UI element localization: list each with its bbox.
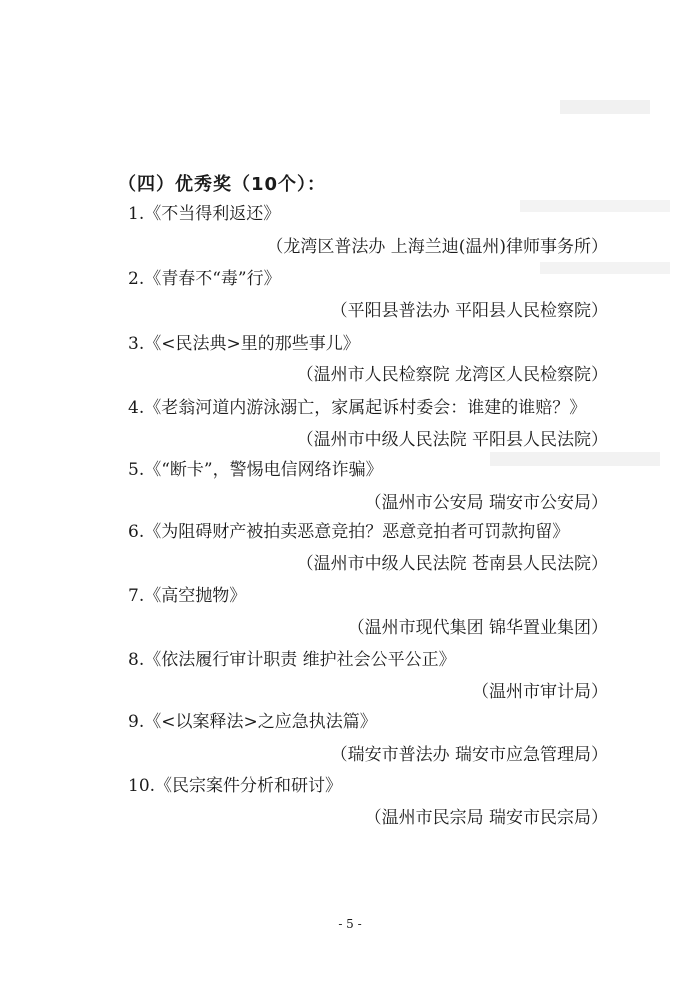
entry-organization: （温州市中级人民法院 平阳县人民法院）: [296, 430, 608, 450]
entry-title: 8.《依法履行审计职责 维护社会公平公正》: [128, 650, 456, 670]
entry-title: 10.《民宗案件分析和研讨》: [128, 776, 343, 796]
bleed-through-mark: [520, 200, 670, 212]
entry-organization: （温州市民宗局 瑞安市民宗局）: [364, 808, 608, 828]
entry-title: 1.《不当得利返还》: [128, 204, 281, 224]
entry-organization: （瑞安市普法办 瑞安市应急管理局）: [330, 745, 608, 765]
page-number: - 5 -: [338, 917, 362, 931]
bleed-through-mark: [540, 262, 670, 274]
entry-organization: （温州市人民检察院 龙湾区人民检察院）: [296, 365, 608, 385]
entry-title: 9.《<以案释法>之应急执法篇》: [128, 712, 377, 732]
entry-organization: （龙湾区普法办 上海兰迪(温州)律师事务所）: [266, 237, 608, 257]
entry-title: 5.《“断卡”，警惕电信网络诈骗》: [128, 460, 383, 480]
entry-organization: （温州市审计局）: [472, 682, 608, 702]
entry-title: 7.《高空抛物》: [128, 586, 247, 606]
entry-title: 6.《为阻碍财产被拍卖恶意竞拍？恶意竞拍者可罚款拘留》: [128, 522, 570, 542]
entry-title: 3.《<民法典>里的那些事儿》: [128, 334, 360, 354]
bleed-through-mark: [560, 100, 650, 114]
entry-title: 2.《青春不“毒”行》: [128, 269, 281, 289]
section-heading: （四）优秀奖（10个）：: [118, 174, 327, 195]
entry-organization: （平阳县普法办 平阳县人民检察院）: [330, 301, 608, 321]
entry-organization: （温州市现代集团 锦华置业集团）: [347, 618, 608, 638]
bleed-through-mark: [490, 452, 660, 466]
entry-organization: （温州市中级人民法院 苍南县人民法院）: [296, 554, 608, 574]
entry-organization: （温州市公安局 瑞安市公安局）: [364, 493, 608, 513]
entry-title: 4.《老翁河道内游泳溺亡，家属起诉村委会：谁建的谁赔？》: [128, 398, 587, 418]
